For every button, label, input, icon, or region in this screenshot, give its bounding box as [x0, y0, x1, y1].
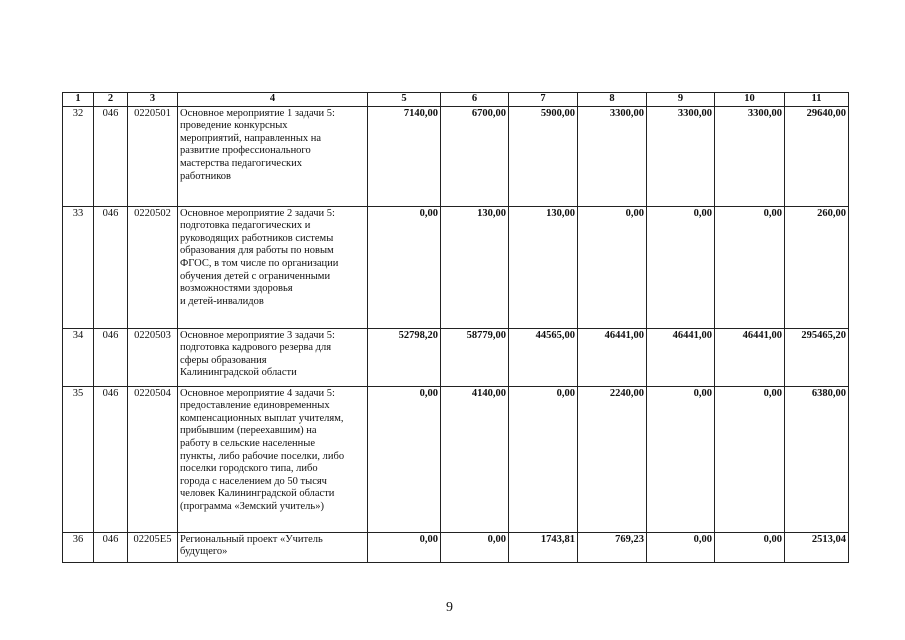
kcsr-code: 0220501 — [128, 106, 178, 206]
total-cell: 295465,20 — [785, 328, 849, 386]
value-cell: 46441,00 — [715, 328, 785, 386]
col-header: 3 — [128, 93, 178, 107]
desc-line: Калининградской области — [180, 367, 297, 379]
desc-line: мероприятий, направленных на — [180, 132, 322, 144]
col-header: 5 — [368, 93, 441, 107]
value-cell: 3300,00 — [715, 106, 785, 206]
kcsr-code: 02205Е5 — [128, 532, 178, 562]
desc-line: предоставление единовременных — [180, 400, 330, 412]
desc-line: поселки городского типа, либо — [180, 463, 318, 475]
value-cell: 0,00 — [715, 206, 785, 328]
page-number: 9 — [446, 600, 453, 615]
value-cell: 0,00 — [715, 532, 785, 562]
table-row — [63, 328, 849, 386]
budget-table — [62, 92, 849, 563]
value-cell: 5900,00 — [509, 106, 578, 206]
row-number: 32 — [63, 106, 94, 206]
total-cell: 2513,04 — [785, 532, 849, 562]
value-cell: 0,00 — [368, 206, 441, 328]
measure-description — [178, 106, 368, 206]
col-header: 6 — [441, 93, 509, 107]
row-number: 34 — [63, 328, 94, 386]
value-cell: 130,00 — [509, 206, 578, 328]
desc-line: проведение конкурсных — [180, 120, 288, 132]
value-cell: 130,00 — [441, 206, 509, 328]
desc-line: возможностями здоровья — [180, 283, 293, 295]
desc-line: ФГОС, в том числе по организации — [180, 257, 339, 269]
value-cell: 0,00 — [368, 532, 441, 562]
desc-line: подготовка педагогических и — [180, 220, 311, 232]
kcsr-code: 0220502 — [128, 206, 178, 328]
table-row — [63, 386, 849, 532]
desc-line: работу в сельские населенные — [180, 437, 315, 449]
value-cell: 0,00 — [368, 386, 441, 532]
desc-line: компенсационных выплат учителям, — [180, 412, 344, 424]
desc-line: Основное мероприятие 2 задачи 5: — [180, 207, 335, 219]
measure-description — [178, 386, 368, 532]
value-cell: 3300,00 — [647, 106, 715, 206]
col-header: 8 — [578, 93, 647, 107]
value-cell: 0,00 — [509, 386, 578, 532]
value-cell: 2240,00 — [578, 386, 647, 532]
value-cell: 0,00 — [647, 532, 715, 562]
desc-line: Основное мероприятие 1 задачи 5: — [180, 107, 335, 119]
header-row — [63, 93, 849, 107]
admin-code: 046 — [94, 106, 128, 206]
desc-line: города с населением до 50 тысяч — [180, 475, 327, 487]
value-cell: 58779,00 — [441, 328, 509, 386]
desc-line: человек Калининградской области — [180, 488, 335, 500]
value-cell: 46441,00 — [647, 328, 715, 386]
value-cell: 0,00 — [647, 206, 715, 328]
desc-line: будущего» — [180, 546, 228, 558]
value-cell: 7140,00 — [368, 106, 441, 206]
table-row — [63, 106, 849, 206]
desc-line: и детей-инвалидов — [180, 295, 264, 307]
total-cell: 6380,00 — [785, 386, 849, 532]
desc-line: руководящих работников системы — [180, 232, 334, 244]
value-cell: 769,23 — [578, 532, 647, 562]
measure-description — [178, 206, 368, 328]
kcsr-code: 0220503 — [128, 328, 178, 386]
desc-line: пункты, либо рабочие поселки, либо — [180, 450, 345, 462]
value-cell: 0,00 — [578, 206, 647, 328]
col-header: 11 — [785, 93, 849, 107]
desc-line: сферы образования — [180, 354, 267, 366]
table-row — [63, 532, 849, 562]
desc-line: Региональный проект «Учитель — [180, 533, 323, 545]
admin-code: 046 — [94, 206, 128, 328]
row-number: 33 — [63, 206, 94, 328]
value-cell: 3300,00 — [578, 106, 647, 206]
value-cell: 4140,00 — [441, 386, 509, 532]
admin-code: 046 — [94, 328, 128, 386]
table-row — [63, 206, 849, 328]
total-cell: 260,00 — [785, 206, 849, 328]
value-cell: 46441,00 — [578, 328, 647, 386]
measure-description — [178, 532, 368, 562]
admin-code: 046 — [94, 532, 128, 562]
value-cell: 52798,20 — [368, 328, 441, 386]
value-cell: 0,00 — [647, 386, 715, 532]
row-number: 36 — [63, 532, 94, 562]
value-cell: 0,00 — [441, 532, 509, 562]
desc-line: мастерства педагогических — [180, 157, 302, 169]
row-number: 35 — [63, 386, 94, 532]
admin-code: 046 — [94, 386, 128, 532]
measure-description — [178, 328, 368, 386]
value-cell: 0,00 — [715, 386, 785, 532]
desc-line: (программа «Земский учитель») — [180, 500, 324, 512]
col-header: 10 — [715, 93, 785, 107]
value-cell: 44565,00 — [509, 328, 578, 386]
desc-line: обучения детей с ограниченными — [180, 270, 331, 282]
col-header: 4 — [178, 93, 368, 107]
value-cell: 1743,81 — [509, 532, 578, 562]
desc-line: развитие профессионального — [180, 145, 311, 157]
desc-line: подготовка кадрового резерва для — [180, 342, 332, 354]
col-header: 9 — [647, 93, 715, 107]
desc-line: образования для работы по новым — [180, 245, 334, 257]
desc-line: Основное мероприятие 4 задачи 5: — [180, 387, 335, 399]
col-header: 2 — [94, 93, 128, 107]
desc-line: Основное мероприятие 3 задачи 5: — [180, 329, 335, 341]
col-header: 7 — [509, 93, 578, 107]
value-cell: 6700,00 — [441, 106, 509, 206]
kcsr-code: 0220504 — [128, 386, 178, 532]
desc-line: прибывшим (переехавшим) на — [180, 425, 317, 437]
col-header: 1 — [63, 93, 94, 107]
desc-line: работников — [180, 170, 231, 182]
total-cell: 29640,00 — [785, 106, 849, 206]
